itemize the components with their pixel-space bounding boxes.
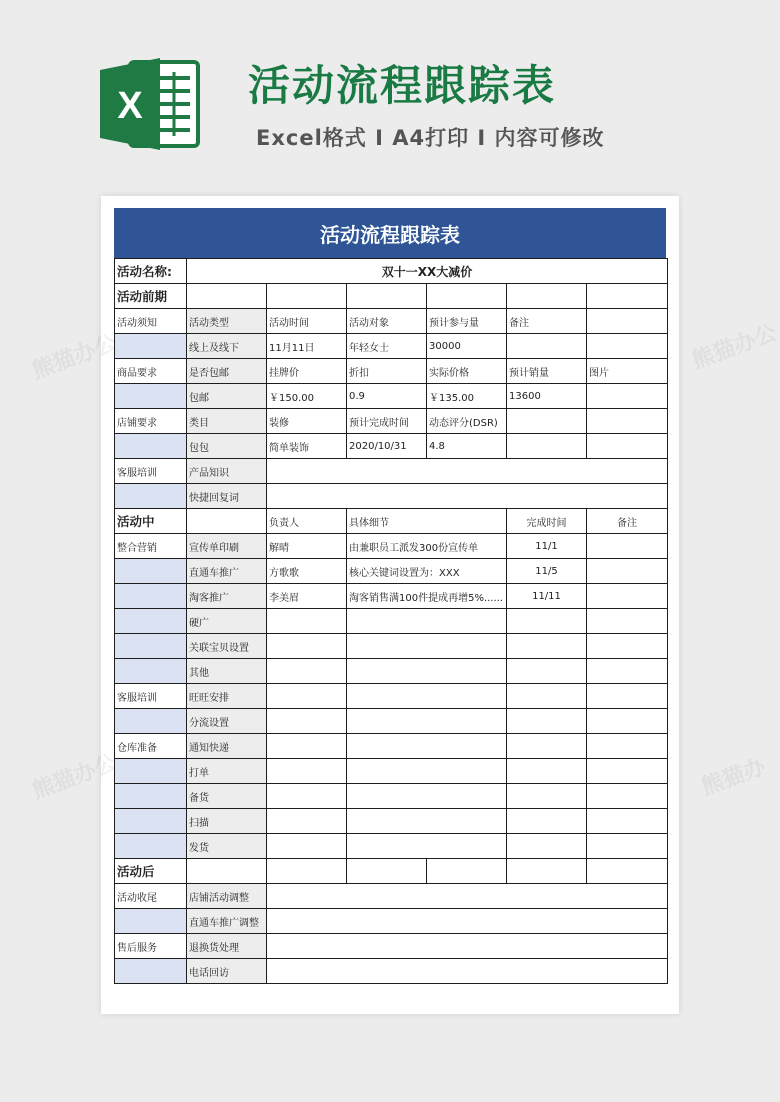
hero-title: 活动流程跟踪表 [248, 61, 557, 110]
logo-letter: X [117, 85, 143, 127]
table-cell[interactable]: 备注 [507, 309, 587, 334]
table-cell[interactable] [267, 859, 347, 884]
table-cell-wide[interactable] [267, 884, 668, 909]
table-cell[interactable]: 活动对象 [347, 309, 427, 334]
row-group-label [115, 609, 187, 634]
owner-cell[interactable] [267, 709, 347, 734]
table-row [115, 584, 668, 609]
table-cell[interactable]: 预计参与量 [427, 309, 507, 334]
table-cell[interactable] [427, 284, 507, 309]
sheet-title: 活动流程跟踪表 [114, 208, 666, 258]
row-item-label: 其他 [187, 659, 267, 684]
excel-logo-icon [100, 58, 200, 150]
remark-cell[interactable] [587, 609, 668, 634]
row-item-label: 硬广 [187, 609, 267, 634]
row-group-label: 售后服务 [115, 934, 187, 959]
owner-cell[interactable] [267, 759, 347, 784]
detail-cell[interactable] [347, 784, 507, 809]
table-cell[interactable]: 2020/10/31 [347, 434, 427, 459]
watermark: 熊猫办公 [29, 750, 121, 805]
detail-cell[interactable] [347, 634, 507, 659]
table-cell[interactable]: ￥150.00 [267, 384, 347, 409]
row-item-label: 打单 [187, 759, 267, 784]
table-row [115, 309, 668, 334]
post-section-body [115, 884, 668, 984]
date-cell[interactable]: 11/1 [507, 534, 587, 559]
row-group-label: 客服培训 [115, 684, 187, 709]
date-cell[interactable] [507, 659, 587, 684]
table-cell[interactable] [427, 859, 507, 884]
remark-cell[interactable] [587, 784, 668, 809]
row-group-label: 活动须知 [115, 309, 187, 334]
owner-cell[interactable] [267, 634, 347, 659]
table-cell-wide[interactable] [267, 909, 668, 934]
table-row [115, 909, 668, 934]
hero-subtitle: Excel格式 I A4打印 I 内容可修改 [256, 126, 605, 150]
remark-cell[interactable] [587, 684, 668, 709]
table-cell[interactable]: 预计销量 [507, 359, 587, 384]
detail-cell[interactable] [347, 684, 507, 709]
table-cell[interactable] [187, 284, 267, 309]
section-mid-heading: 活动中 [115, 509, 187, 534]
section-pre-row [115, 284, 668, 309]
row-item-label: 是否包邮 [187, 359, 267, 384]
table-row [115, 359, 668, 384]
table-row [115, 809, 668, 834]
table-cell[interactable] [587, 859, 668, 884]
col-header-remark: 备注 [587, 509, 668, 534]
remark-cell[interactable] [587, 534, 668, 559]
table-row [115, 709, 668, 734]
row-group-label [115, 759, 187, 784]
table-cell[interactable] [187, 509, 267, 534]
row-item-label: 通知快递 [187, 734, 267, 759]
remark-cell[interactable] [587, 634, 668, 659]
table-cell[interactable]: 装修 [267, 409, 347, 434]
table-cell[interactable]: ￥135.00 [427, 384, 507, 409]
owner-cell[interactable]: 李美眉 [267, 584, 347, 609]
table-cell[interactable] [507, 284, 587, 309]
row-item-label: 宣传单印刷 [187, 534, 267, 559]
table-cell[interactable] [587, 409, 668, 434]
table-row [115, 934, 668, 959]
row-group-label [115, 834, 187, 859]
detail-cell[interactable] [347, 734, 507, 759]
row-item-label: 发货 [187, 834, 267, 859]
col-header-detail: 具体细节 [347, 509, 507, 534]
table-cell[interactable]: 折扣 [347, 359, 427, 384]
row-group-label [115, 959, 187, 984]
table-row [115, 959, 668, 984]
table-cell-wide[interactable] [267, 459, 668, 484]
col-header-date: 完成时间 [507, 509, 587, 534]
row-group-label: 商品要求 [115, 359, 187, 384]
detail-cell[interactable] [347, 834, 507, 859]
row-item-label: 包邮 [187, 384, 267, 409]
table-row [115, 784, 668, 809]
owner-cell[interactable] [267, 834, 347, 859]
table-row [115, 459, 668, 484]
table-row [115, 634, 668, 659]
table-cell[interactable]: 简单装饰 [267, 434, 347, 459]
detail-cell[interactable] [347, 709, 507, 734]
event-row [115, 259, 668, 284]
table-cell[interactable] [347, 859, 427, 884]
date-cell[interactable] [507, 809, 587, 834]
table-cell[interactable] [587, 434, 668, 459]
date-cell[interactable] [507, 734, 587, 759]
row-group-label: 整合营销 [115, 534, 187, 559]
section-mid-row [115, 509, 668, 534]
row-group-label [115, 434, 187, 459]
table-row [115, 734, 668, 759]
row-item-label: 备货 [187, 784, 267, 809]
table-row [115, 434, 668, 459]
remark-cell[interactable] [587, 809, 668, 834]
table-cell[interactable] [587, 334, 668, 359]
table-cell[interactable]: 4.8 [427, 434, 507, 459]
remark-cell[interactable] [587, 659, 668, 684]
remark-cell[interactable] [587, 559, 668, 584]
date-cell[interactable] [507, 684, 587, 709]
row-item-label: 活动类型 [187, 309, 267, 334]
row-item-label: 直通车推广调整 [187, 909, 267, 934]
remark-cell[interactable] [587, 759, 668, 784]
row-item-label: 包包 [187, 434, 267, 459]
watermark: 熊猫办 [698, 754, 769, 801]
table-cell[interactable]: 11月11日 [267, 334, 347, 359]
table-cell[interactable]: 30000 [427, 334, 507, 359]
table-cell[interactable] [507, 334, 587, 359]
date-cell[interactable] [507, 784, 587, 809]
owner-cell[interactable] [267, 609, 347, 634]
date-cell[interactable] [507, 634, 587, 659]
row-group-label [115, 559, 187, 584]
row-group-label [115, 334, 187, 359]
watermark: 熊猫办公 [29, 330, 121, 385]
row-item-label: 类目 [187, 409, 267, 434]
detail-cell[interactable] [347, 759, 507, 784]
mid-section-body [115, 534, 668, 859]
remark-cell[interactable] [587, 834, 668, 859]
date-cell[interactable] [507, 709, 587, 734]
table-row [115, 884, 668, 909]
remark-cell[interactable] [587, 709, 668, 734]
table-cell[interactable]: 挂牌价 [267, 359, 347, 384]
row-item-label: 淘客推广 [187, 584, 267, 609]
watermark: 熊猫办公 [689, 320, 780, 375]
table-cell[interactable] [267, 284, 347, 309]
owner-cell[interactable]: 方歌歌 [267, 559, 347, 584]
row-item-label: 关联宝贝设置 [187, 634, 267, 659]
table-cell[interactable]: 图片 [587, 359, 668, 384]
owner-cell[interactable] [267, 684, 347, 709]
table-row [115, 484, 668, 509]
row-group-label: 店铺要求 [115, 409, 187, 434]
table-cell[interactable] [587, 309, 668, 334]
remark-cell[interactable] [587, 734, 668, 759]
row-item-label: 电话回访 [187, 959, 267, 984]
table-cell[interactable] [347, 284, 427, 309]
table-row [115, 409, 668, 434]
row-group-label: 仓库准备 [115, 734, 187, 759]
owner-cell[interactable]: 解晴 [267, 534, 347, 559]
detail-cell[interactable]: 淘客销售满100件提成再增5%...... [347, 584, 507, 609]
row-group-label: 活动收尾 [115, 884, 187, 909]
table-cell[interactable]: 预计完成时间 [347, 409, 427, 434]
table-row [115, 759, 668, 784]
row-group-label [115, 659, 187, 684]
table-cell[interactable]: 活动时间 [267, 309, 347, 334]
row-item-label: 扫描 [187, 809, 267, 834]
table-row [115, 659, 668, 684]
table-row [115, 684, 668, 709]
date-cell[interactable] [507, 834, 587, 859]
table-cell-wide[interactable] [267, 959, 668, 984]
table-cell-wide[interactable] [267, 484, 668, 509]
row-item-label: 直通车推广 [187, 559, 267, 584]
owner-cell[interactable] [267, 734, 347, 759]
table-cell[interactable]: 动态评分(DSR) [427, 409, 507, 434]
table-cell[interactable]: 13600 [507, 384, 587, 409]
section-post-row [115, 859, 668, 884]
row-group-label [115, 634, 187, 659]
table-cell[interactable] [507, 434, 587, 459]
date-cell[interactable] [507, 609, 587, 634]
event-name-cell[interactable]: 双十一XX大减价 [187, 259, 668, 284]
table-cell[interactable]: 实际价格 [427, 359, 507, 384]
detail-cell[interactable] [347, 609, 507, 634]
row-group-label [115, 784, 187, 809]
date-cell[interactable]: 11/11 [507, 584, 587, 609]
row-item-label: 分流设置 [187, 709, 267, 734]
col-header-owner: 负责人 [267, 509, 347, 534]
row-group-label [115, 909, 187, 934]
table-cell-wide[interactable] [267, 934, 668, 959]
owner-cell[interactable] [267, 659, 347, 684]
owner-cell[interactable] [267, 809, 347, 834]
table-cell[interactable] [187, 859, 267, 884]
table-row [115, 384, 668, 409]
table-cell[interactable]: 0.9 [347, 384, 427, 409]
row-item-label: 产品知识 [187, 459, 267, 484]
table-row [115, 334, 668, 359]
row-group-label [115, 484, 187, 509]
row-item-label: 线上及线下 [187, 334, 267, 359]
detail-cell[interactable] [347, 659, 507, 684]
event-label: 活动名称: [115, 259, 187, 284]
row-item-label: 旺旺安排 [187, 684, 267, 709]
table-cell[interactable] [507, 859, 587, 884]
section-pre-heading: 活动前期 [115, 284, 187, 309]
row-item-label: 店铺活动调整 [187, 884, 267, 909]
date-cell[interactable] [507, 759, 587, 784]
date-cell[interactable]: 11/5 [507, 559, 587, 584]
section-post-heading: 活动后 [115, 859, 187, 884]
row-group-label [115, 584, 187, 609]
remark-cell[interactable] [587, 584, 668, 609]
row-item-label: 快捷回复词 [187, 484, 267, 509]
row-group-label [115, 709, 187, 734]
table-cell[interactable] [587, 384, 668, 409]
table-row [115, 609, 668, 634]
hero-banner [0, 0, 780, 200]
tracking-table [114, 258, 668, 984]
table-row [115, 559, 668, 584]
table-cell[interactable]: 年轻女士 [347, 334, 427, 359]
row-group-label [115, 809, 187, 834]
table-row [115, 534, 668, 559]
detail-cell[interactable] [347, 809, 507, 834]
row-group-label [115, 384, 187, 409]
detail-cell[interactable]: 由兼职员工派发300份宣传单 [347, 534, 507, 559]
detail-cell[interactable]: 核心关键词设置为：XXX [347, 559, 507, 584]
row-group-label: 客服培训 [115, 459, 187, 484]
row-item-label: 退换货处理 [187, 934, 267, 959]
table-row [115, 834, 668, 859]
owner-cell[interactable] [267, 784, 347, 809]
table-cell[interactable] [587, 284, 668, 309]
table-cell[interactable] [507, 409, 587, 434]
